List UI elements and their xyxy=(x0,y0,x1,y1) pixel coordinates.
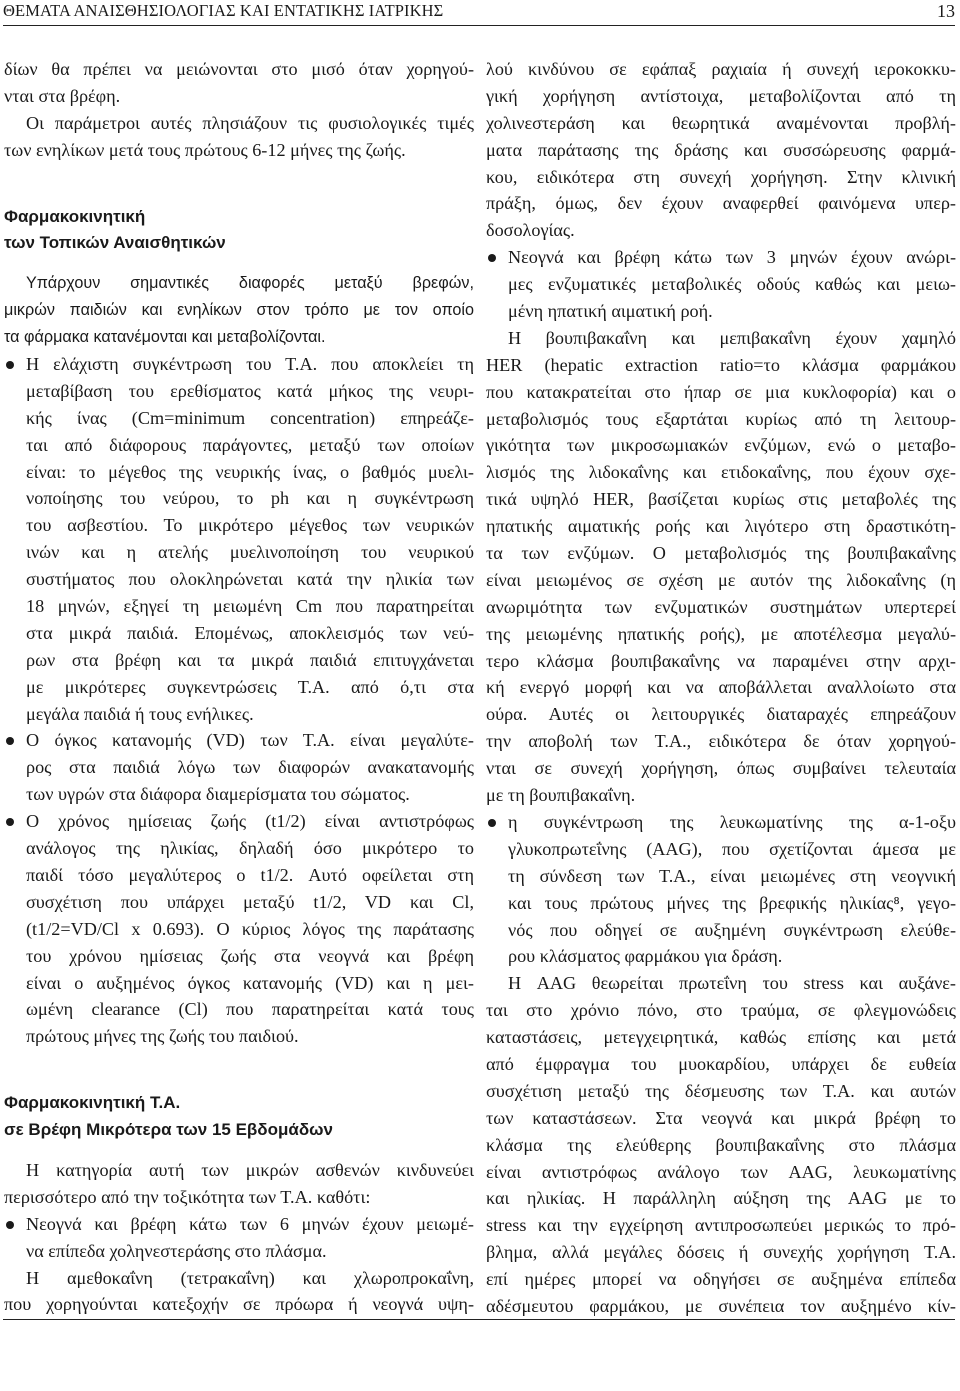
text-line: κου, ειδικότερα στη συνεχή χορήγηση. Στην κλινική xyxy=(486,166,956,187)
bullet-item xyxy=(4,808,474,1050)
text-line: Η ελάχιστη συγκέντρωση του Τ.Α. που αποκλείει τη xyxy=(4,351,474,378)
text-line: κής ίνας (Cm=minimum concentration) επηρεάζε- xyxy=(26,407,474,428)
text-line: ρου κλάσματος φαρμάκου για δράση. xyxy=(508,946,783,967)
paragraph xyxy=(4,1265,474,1319)
bullet-item xyxy=(4,351,474,727)
text-line: νός που οδηγεί σε αυξημένη συγκέντρωση ελεύθε- xyxy=(508,919,956,940)
text-line: να επίπεδα χοληνεστεράσης στο πλάσμα. xyxy=(26,1240,327,1261)
text-line: πράξη, όμως, δεν έχουν αναφερθεί φαινόμενα υπερ- xyxy=(486,193,956,214)
text-line: των ενηλίκων μετά τους πρώτους 6-12 μήνες της ζωής. xyxy=(4,139,406,160)
text-line: γλυκοπρωτεΐνης (AAG), που σχετίζονται άμεσα με xyxy=(508,838,956,859)
text-line: δίων θα πρέπει να μειώνονται στο μισό όταν χορηγού- xyxy=(4,59,474,79)
text-line: 18 μηνών, εξηγεί τη μειωμένη Cm που παρατηρείται xyxy=(26,596,474,617)
bullet-item xyxy=(4,727,474,808)
text-line: γικότητα των μικροσωμιακών ενζύμων, ενώ ο μεταβο- xyxy=(486,435,956,456)
text-line: ται στο χρόνιο πόνο, στο τραύμα, σε φλεγμονώδεις xyxy=(486,1000,956,1021)
text-line: συσχέτιση μεταξύ της δέσμευσης των Τ.Α. και αυτών xyxy=(486,1080,956,1101)
text-line: αδέσμευτου φαρμάκου, με συνέπεια τον αυξημένο κίν- xyxy=(486,1295,956,1316)
footer-rule xyxy=(3,1319,955,1320)
text-line: είναι: το μέγεθος της νευρικής ίνας, ο βαθμός μυελι- xyxy=(26,461,474,482)
text-line: του χρόνου ημίσειας ζωής στα νεογνά και βρέφη xyxy=(26,945,474,966)
paragraph xyxy=(486,325,956,809)
text-line: ούρα. Αυτές οι λειτουργικές διαταραχές επηρεάζουν xyxy=(486,704,956,725)
text-line: μικρών παιδιών και ενηλίκων στον τρόπο με τον οποίο xyxy=(4,301,474,320)
text-line: των υγρών στα διάφορα διαμερίσματα του σώματος. xyxy=(26,784,410,805)
text-line: νται σε συνεχή χορήγηση, όπως συμβαίνει τελευταία xyxy=(486,758,956,779)
text-line: που κατακρατείται στο ήπαρ σε μια κυκλοφορία) και ο xyxy=(486,381,956,402)
text-line: πρώτους μήνες της ζωής του παιδιού. xyxy=(26,1026,299,1047)
text-line: ρος στα παιδιά λόγω των διαφορών ανακατανομής xyxy=(26,757,474,778)
text-line: τερο κλάσμα βουπιβακαΐνης να παραμένει στην αρχι- xyxy=(486,650,956,671)
text-line: κή ενεργό μορφή και να αποβάλλεται αναλλοίωτο στα xyxy=(486,677,956,698)
text-line: που χορηγούνται κατεξοχήν σε πρόωρα ή νεογνά υψη- xyxy=(4,1294,474,1315)
text-line: Νεογνά και βρέφη κάτω των 3 μηνών έχουν ανώρι- xyxy=(486,244,956,271)
text-line: Νεογνά και βρέφη κάτω των 6 μηνών έχουν μειωμέ- xyxy=(4,1211,474,1238)
paragraph xyxy=(4,110,474,164)
header-rule xyxy=(3,25,955,26)
text-line: μεγάλα παιδιά ή τους ενήλικες. xyxy=(26,703,254,724)
bullet-item xyxy=(4,1211,474,1265)
text-line: τα των ενζύμων. Ο μεταβολισμός της βουπιβακαΐνης xyxy=(486,543,956,564)
text-line: βλημα, αλλά μεγάλες δόσεις ή συνεχής χορήγηση Τ.Α. xyxy=(486,1242,956,1263)
text-line: νται στα βρέφη. xyxy=(4,85,121,106)
heading-line: των Τοπικών Αναισθητικών xyxy=(4,233,226,253)
text-line: stress και την εγχείρηση αντιπροσωπεύει μερικώς το πρό- xyxy=(486,1215,956,1236)
text-line: Η κατηγορία αυτή των μικρών ασθενών κινδυνεύει xyxy=(26,1159,474,1180)
left-column xyxy=(4,56,474,1318)
text-line: με τη βουπιβακαΐνη. xyxy=(486,785,636,806)
text-line: μένη ηπατική αιματική ροή. xyxy=(508,301,713,322)
text-line: Η βουπιβακαΐνη και μεπιβακαΐνη έχουν χαμηλό xyxy=(508,327,956,348)
text-line: συσχέτιση που υπάρχει μεταξύ t1/2, VD και Cl, xyxy=(26,891,474,912)
page-number: 13 xyxy=(937,1,955,21)
text-line: είναι αντιστρόφως ανάλογο των AAG, λευκωματίνης xyxy=(486,1161,956,1182)
paragraph xyxy=(4,1157,474,1211)
text-line: τικά υψηλό HER, βασίζεται κυρίως στις μεταβολές της xyxy=(486,489,956,510)
text-line: είναι ο αυξημένος όγκος κατανομής (VD) και η μει- xyxy=(26,972,474,993)
text-line: Η AAG θεωρείται πρωτεΐνη του stress και αυξάνε- xyxy=(508,973,956,994)
text-line: χολινεστεράση και θεωρητικά αναμένονται προβλή- xyxy=(486,112,956,133)
text-line: λού κινδύνου σε εφάπαξ ραχιαία ή συνεχή ιεροκοκκυ- xyxy=(486,59,956,79)
paragraph xyxy=(4,270,474,351)
text-line: ται από διάφορους παράγοντες, μεταξύ των οποίων xyxy=(26,434,474,455)
text-line: με μικρότερες συγκεντρώσεις Τ.Α. από ό,τι στα xyxy=(26,676,474,697)
text-line: τη σύνδεση των Τ.Α., είναι μειωμένες στη νεογνική xyxy=(508,865,956,886)
paragraph xyxy=(486,970,956,1320)
heading-line: Φαρμακοκινητική Τ.Α. xyxy=(4,1093,181,1113)
heading-line: σε Βρέφη Μικρότερα των 15 Εβδομάδων xyxy=(4,1120,333,1140)
text-line: ηπατικής αιματικής ροής και λιγότερο στη δραστικότη- xyxy=(486,516,956,537)
bullet-item xyxy=(486,244,956,325)
text-line: της μειωμένης ηπατικής ροής), με αποτέλεσμα μεγαλύ- xyxy=(486,623,956,644)
paragraph xyxy=(486,56,956,244)
text-line: του ασβεστίου. Το μικρότερο μέγεθος των νευρικών xyxy=(26,515,474,536)
text-line: HER (hepatic extraction ratio=το κλάσμα φαρμάκου xyxy=(486,354,956,375)
running-head xyxy=(3,0,955,22)
text-line: ρων στα βρέφη και τα μικρά παιδιά επιτυγχάνεται xyxy=(26,649,474,670)
heading-line: Φαρμακοκινητική xyxy=(4,206,146,226)
text-line: νοποίησης του νεύρου, το ph και η συγκέντρωση xyxy=(26,488,474,509)
text-line: κλάσμα της ελεύθερης βουπιβακαΐνης στο πλάσμα xyxy=(486,1134,956,1155)
text-line: συστήματος που ολοκληρώνεται κατά την ηλικία των xyxy=(26,569,474,590)
text-line: γική χορήγηση αντίστοιχα, μεταβολίζονται από τη xyxy=(486,85,956,106)
text-line: ανωριμότητα των ενζυματικών συστημάτων υπερτερεί xyxy=(486,596,956,617)
right-column xyxy=(486,56,956,1320)
text-line: και τους πρώτους μήνες της βρεφικής ηλικίας⁸, γεγο- xyxy=(508,892,956,913)
text-line: μεταβίβαση του ερεθίσματος κατά μήκος της νευρι- xyxy=(26,380,474,401)
text-line: και ηλικίας. Η παράλληλη αύξηση της AAG με το xyxy=(486,1188,956,1209)
paragraph xyxy=(4,56,474,110)
text-line: μεταβολισμός τους εξαρτάται κυρίως από τη λειτουρ- xyxy=(486,408,956,429)
text-line: (t1/2=VD/Cl x 0.693). Ο κύριος λόγος της παράτασης xyxy=(26,918,474,939)
text-line: περισσότερο από την τοξικότητα των Τ.Α. καθότι: xyxy=(4,1186,371,1207)
text-line: Η αμεθοκαΐνη (τετρακαΐνη) και χλωροπροκαΐνη, xyxy=(26,1267,474,1288)
text-line: παιδί τόσο μεγαλύτερος ο t1/2. Αυτό οφείλεται στη xyxy=(26,864,474,885)
text-line: ανάλογος της ηλικίας, δηλαδή όσο μικρότερο το xyxy=(26,838,474,859)
text-line: ινών και η ατελής μυελινοποίηση του νευρικού xyxy=(26,542,474,563)
text-line: Οι παράμετροι αυτές πλησιάζουν τις φυσιολογικές τιμές xyxy=(26,112,474,133)
text-line: λισμός της λιδοκαΐνης και ετιδοκαΐνης, που έχουν σχε- xyxy=(486,462,956,483)
section-heading xyxy=(4,204,474,258)
text-line: είναι μειωμένος σε σχέση με αυτόν της λιδοκαΐνης (η xyxy=(486,569,956,590)
text-line: από έμφραγμα του μυοκαρδίου, υπάρχει δε ευθεία xyxy=(486,1053,956,1074)
journal-title: ΘΕΜΑΤΑ ΑΝΑΙΣΘΗΣΙΟΛΟΓΙΑΣ ΚΑΙ ΕΝΤΑΤΙΚΗΣ ΙΑΤΡΙΚΗΣ xyxy=(3,1,444,20)
text-line: την αποβολή των Τ.Α., ειδικότερα δε όταν χορηγού- xyxy=(486,731,956,752)
bullet-item xyxy=(486,809,956,970)
text-line: Ο χρόνος ημίσειας ζωής (t1/2) είναι αντιστρόφως xyxy=(4,808,474,835)
text-line: ωμένη clearance (Cl) που παρατηρείται κατά τους xyxy=(26,999,474,1020)
text-line: των καταστάσεων. Στα νεογνά και μικρά βρέφη το xyxy=(486,1107,956,1128)
text-line: καταστάσεις, μετεγχειρητικά, καθώς επίσης και μετά xyxy=(486,1027,956,1048)
text-line: δοσολογίας. xyxy=(486,220,575,241)
text-line: τα φάρμακα κατανέμονται και μεταβολίζονται. xyxy=(4,328,326,347)
text-line: επί ημέρες μπορεί να οδηγήσει σε αυξημένα επίπεδα xyxy=(486,1269,956,1290)
text-line: Υπάρχουν σημαντικές διαφορές μεταξύ βρεφών, xyxy=(26,274,474,293)
text-line: η συγκέντρωση της λευκωματίνης της α-1-οξυ xyxy=(486,809,956,836)
text-line: στα μικρά παιδιά. Επομένως, αποκλεισμός των νεύ- xyxy=(26,622,474,643)
text-line: ματα παράτασης της δράσης και συσσώρευσης φαρμά- xyxy=(486,139,956,160)
text-line: μες ενζυματικές μεταβολικές οδούς καθώς και μειω- xyxy=(508,274,956,295)
section-heading xyxy=(4,1090,474,1144)
text-line: Ο όγκος κατανομής (VD) των Τ.Α. είναι μεγαλύτε- xyxy=(4,727,474,754)
